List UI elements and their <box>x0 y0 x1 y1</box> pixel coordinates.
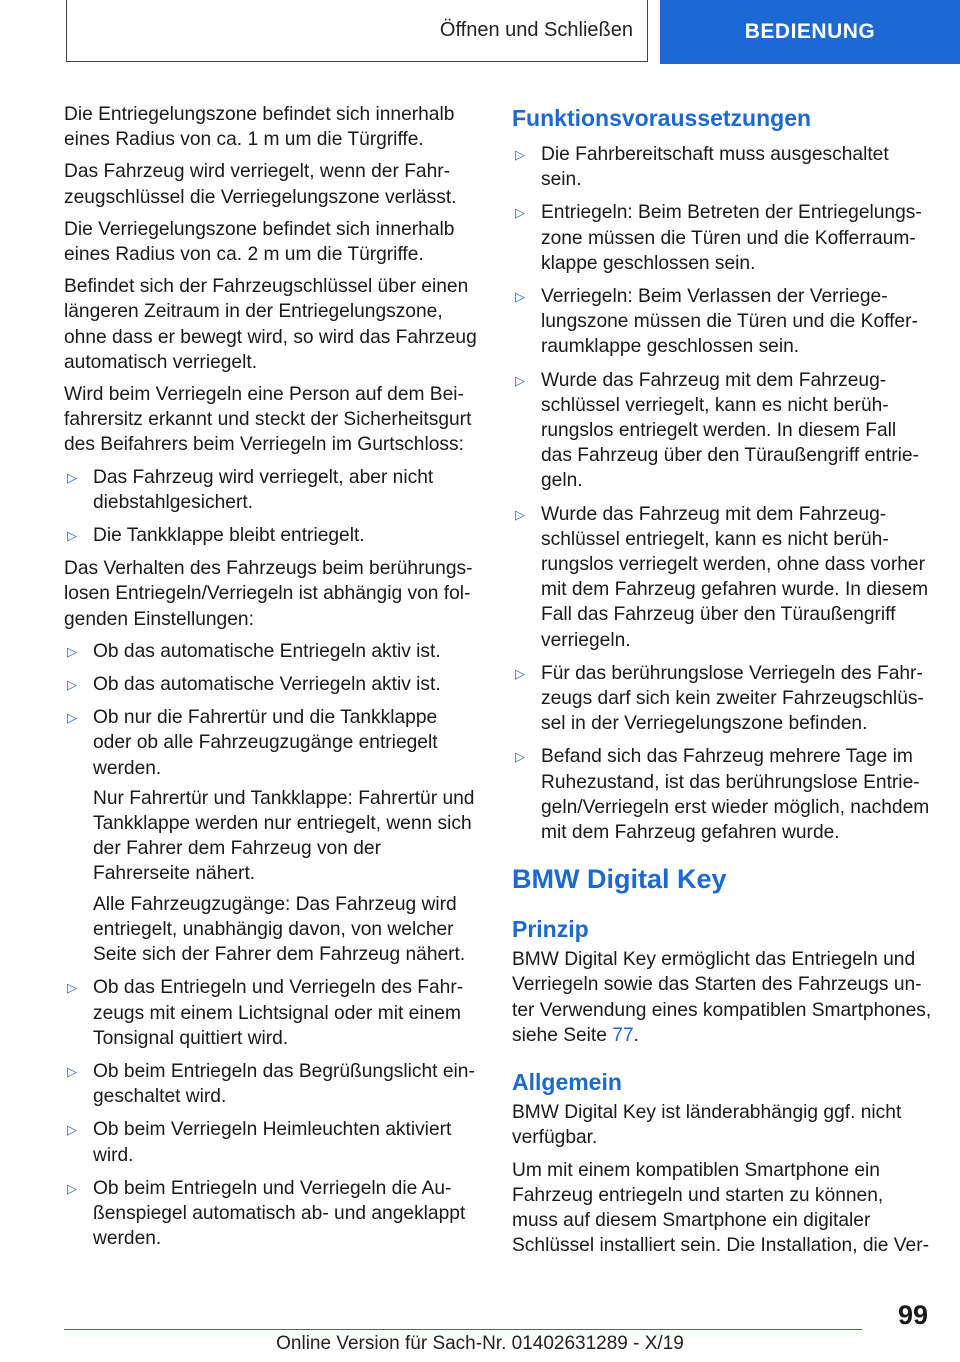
heading-prinzip: Prinzip <box>512 916 589 943</box>
heading-bmw-digital-key: BMW Digital Key <box>512 864 727 895</box>
section-tab <box>660 0 960 64</box>
triangle-right-icon: ▷ <box>67 710 77 726</box>
sub-paragraph: Alle Fahrzeugzugänge: Das Fahrzeug wird entriegelt, unabhängig davon, von welcher Seite sich der Fahrer dem Fahrzeug nähert. <box>93 893 466 966</box>
heading-funktionsvoraussetzungen: Funktionsvoraussetzungen <box>512 105 812 131</box>
sub-paragraph: Nur Fahrertür und Tankklappe: Fahrertür und Tankklappe werden nur entriegelt, wenn sich der Fahrer dem Fahrzeug von der Fahrerseite nähert. <box>93 787 475 885</box>
triangle-right-icon: ▷ <box>515 372 525 388</box>
triangle-right-icon: ▷ <box>515 147 525 162</box>
list-item: ▷ Ob beim Entriegeln und Verriegeln die Außenspiegel automatisch ab- und angeklappt werden. <box>67 1177 466 1250</box>
paragraph: Die Verriegelungszone befindet sich innerhalb eines Radius von ca. 2 m um die Türgriffe. <box>64 218 455 266</box>
list-item: ▷ Ob das automatische Entriegeln aktiv ist. <box>64 639 480 664</box>
paragraph: Befindet sich der Fahrzeugschlüssel über einen längeren Zeitraum in der Entriegelungszone, ohne dass er bewegt wird, so wird das Fahrzeug automatisch verriegelt. <box>64 276 477 373</box>
list-item: ▷ Die Fahrbereitschaft muss ausgeschaltet sein. <box>515 144 889 191</box>
paragraph: Das Fahrzeug wird verriegelt, wenn der Fahrzeugschlüssel die Verriegelungszone verlässt. <box>64 161 457 208</box>
list-item: ▷ Ob beim Entriegeln das Begrüßungslicht eingeschaltet wird. <box>67 1060 475 1108</box>
paragraph: Die Entriegelungszone befindet sich innerhalb eines Radius von ca. 1 m um die Türgriffe. <box>64 104 455 151</box>
paragraph: BMW Digital Key ist länderabhängig ggf. nicht verfügbar. <box>512 1102 902 1149</box>
section-title: BEDIENUNG <box>744 20 876 43</box>
requirements-list <box>512 142 932 845</box>
triangle-right-icon: ▷ <box>67 528 77 544</box>
triangle-right-icon: ▷ <box>515 749 525 765</box>
chapter-tab <box>66 0 648 62</box>
triangle-right-icon: ▷ <box>515 665 525 681</box>
right-column <box>512 102 932 1265</box>
list-item: ▷ Verriegeln: Beim Verlassen der Verriegelungszone müssen die Türen und die Kofferraumklappe geschlossen sein. <box>515 286 918 358</box>
list-item: ▷ Befand sich das Fahrzeug mehrere Tage im Ruhezustand, ist das berührungslose Entriegeln/Verriegeln erst wieder möglich, nachdem mit dem Fahrzeug gefahren wurde. <box>515 746 930 844</box>
chapter-title: Öffnen und Schließen <box>439 19 633 41</box>
list-item: ▷ Wurde das Fahrzeug mit dem Fahrzeugschlüssel verriegelt, kann es nicht berührungslos entriegelt werden. In diesem Fall das Fahrzeug über den Türaußengriff entriegeln. <box>515 369 919 492</box>
list-item: ▷ Ob das automatische Verriegeln aktiv ist. <box>64 672 480 697</box>
triangle-right-icon: ▷ <box>67 469 77 485</box>
list-item: ▷ Ob das Entriegeln und Verriegeln des Fahrzeugs mit einem Lichtsignal oder mit einem Tonsignal quittiert wird. <box>67 977 464 1049</box>
triangle-right-icon: ▷ <box>67 1063 77 1079</box>
list-item: ▷ Ob nur die Fahrertür und die Tankklappe oder ob alle Fahrzeugzugänge entriegelt werden. Nur Fahrertür und Tankklappe: Fahrertür und Tankklappe werden nur entriegelt, wenn sich der Fahrer dem Fahrzeug von der Fahrerseite nähert. Alle Fahrzeugzugänge: Das Fahrzeug wird entriegelt, unabhängig davon, von welcher Seite sich der Fahrer dem Fahrzeug nähert. <box>64 705 480 967</box>
list-item: ▷ Für das berührungslose Verriegeln des Fahrzeugs darf sich kein zweiter Fahrzeugschlüssel in der Verriegelungszone befinden. <box>515 662 924 735</box>
bullet-list <box>64 465 480 549</box>
page-link[interactable]: 77 <box>612 1024 634 1046</box>
list-item: ▷ Wurde das Fahrzeug mit dem Fahrzeugschlüssel entriegelt, kann es nicht berührungslos verriegelt werden, ohne dass vorher mit dem Fahrzeug gefahren wurde. In diesem Fall das Fahrzeug über den Türaußengriff verriegeln. <box>515 503 929 651</box>
paragraph: BMW Digital Key ermöglicht das Entriegeln und Verriegeln sowie das Starten des Fahrzeugs unter Verwendung eines kompatiblen Smartphones, siehe Seite 77. <box>512 949 932 1046</box>
list-item: ▷ Ob beim Verriegeln Heimleuchten aktiviert wird. <box>67 1119 452 1166</box>
triangle-right-icon: ▷ <box>515 289 525 305</box>
heading-allgemein: Allgemein <box>512 1069 622 1096</box>
page-number: 99 <box>897 1300 928 1330</box>
list-item: ▷ Entriegeln: Beim Betreten der Entriegelungszone müssen die Türen und die Kofferraumklappe geschlossen sein. <box>515 202 922 274</box>
list-item: ▷ Das Fahrzeug wird verriegelt, aber nicht diebstahlgesichert. <box>67 466 434 513</box>
paragraph: Das Verhalten des Fahrzeugs beim berührungslosen Entriegeln/Verriegeln ist abhängig von folgenden Einstellungen: <box>64 558 473 630</box>
left-column <box>64 102 480 1259</box>
list-item: ▷ Die Tankklappe bleibt entriegelt. <box>64 523 480 548</box>
settings-list <box>64 639 480 1251</box>
triangle-right-icon: ▷ <box>67 677 77 693</box>
triangle-right-icon: ▷ <box>67 1122 77 1138</box>
triangle-right-icon: ▷ <box>67 643 77 659</box>
footer-divider <box>64 1329 862 1330</box>
triangle-right-icon: ▷ <box>515 506 525 522</box>
triangle-right-icon: ▷ <box>515 205 525 221</box>
paragraph: Um mit einem kompatiblen Smartphone ein Fahrzeug entriegeln und starten zu können, muss auf diesem Smartphone ein digitaler Schlüssel installiert sein. Die Installation, die Ver- <box>512 1159 929 1257</box>
triangle-right-icon: ▷ <box>67 1180 77 1196</box>
footer-text: Online Version für Sach-Nr. 01402631289 - X/19 <box>276 1333 684 1354</box>
triangle-right-icon: ▷ <box>67 980 77 996</box>
paragraph: Wird beim Verriegeln eine Person auf dem Beifahrersitz erkannt und steckt der Sicherheitsgurt des Beifahrers beim Verriegeln im Gurtschloss: <box>64 384 472 456</box>
